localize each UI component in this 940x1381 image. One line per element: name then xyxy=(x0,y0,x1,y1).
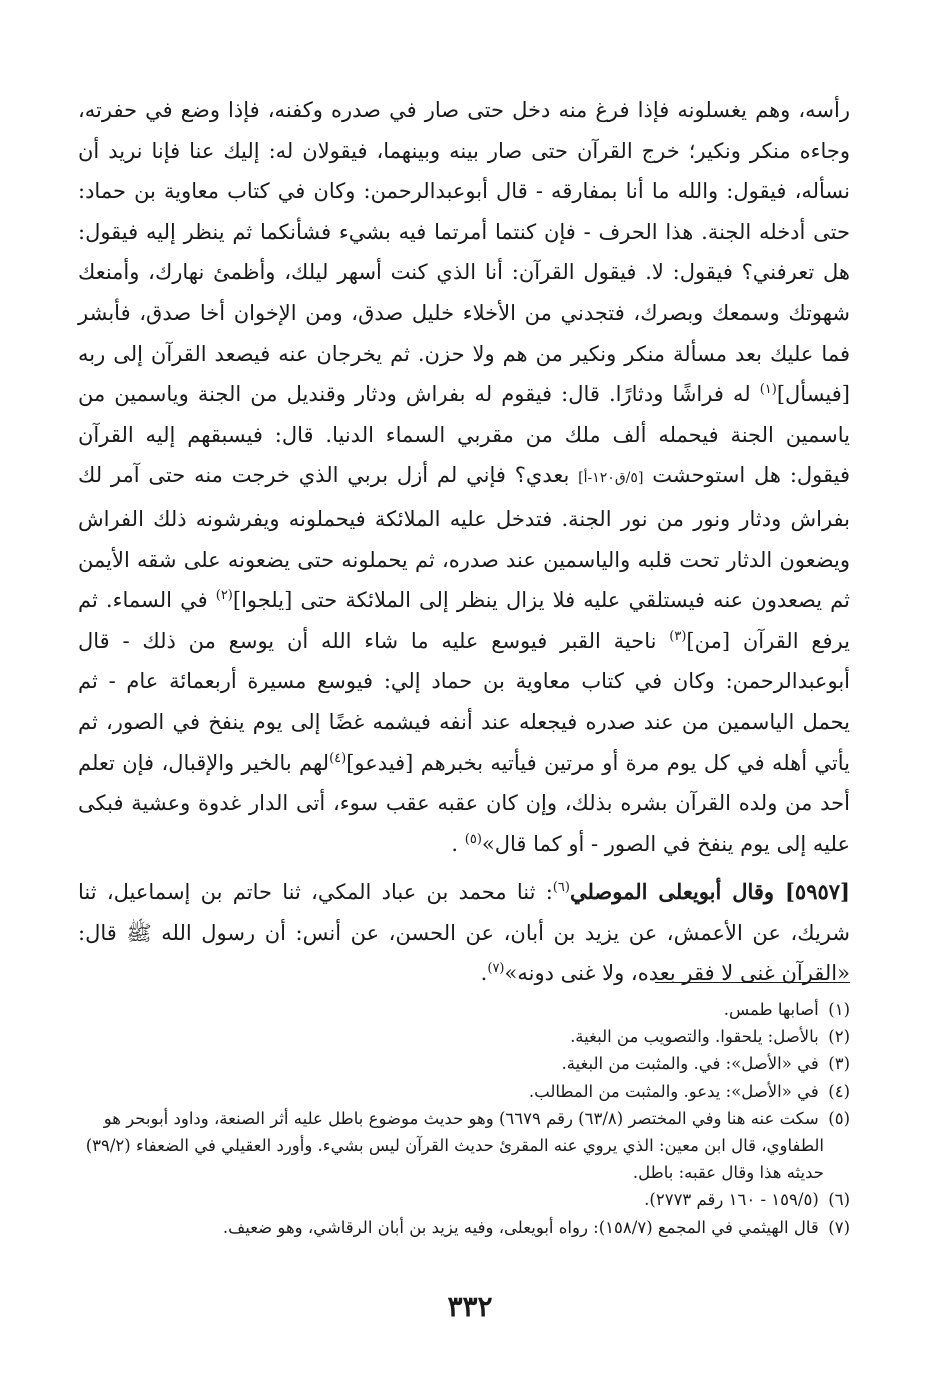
body-text: بعدي؟ فإني لم أزل بربي الذي خرجت منه حتى آمر لك بفراش ودثار ونور من نور الجنة. فتدخل عليه الملائكة فيحملونه ويفرشونه ذلك الفراش ويضعون الدثار تحت قلبه والياسمين عند صدره، ثم يحملونه حتى يضعونه على شقه الأيمن ثم يصعدون عنه فيستلقي عليه فلا يزال ينظر إلى الملائكة حتى [يلجوا] xyxy=(78,463,850,613)
footnote-item xyxy=(78,1186,850,1213)
footnote-number: (٢) xyxy=(828,1027,850,1047)
body-text: له فراشًا ودثارًا. قال: فيقوم له بفراش ودثار وقنديل من الجنة وياسمين من ياسمين الجنة فيحمله ألف ملك من مقربي السماء الدنيا. قال: فيسبقهم إليه القرآن فيقول: هل استوحشت xyxy=(78,382,850,488)
body-text: . xyxy=(451,831,465,856)
body-text: لهم بالخير والإقبال، فإن تعلم أحد من ولده القرآن بشره بذلك، وإن كان عقبه عقب سوء، أتى الدار غدوة وعشية فبكى عليه إلى يوم ينفخ في الصور - أو كما قال» xyxy=(78,750,850,856)
footnote-number: (٣) xyxy=(828,1054,850,1074)
body-text: في السماء. ثم يرفع القرآن [من] xyxy=(78,588,850,653)
footnote-ref-3: (٣) xyxy=(669,628,687,644)
footnote-ref-2: (٢) xyxy=(215,588,233,604)
footnote-number: (٥) xyxy=(828,1108,850,1128)
footnote-number: (٤) xyxy=(828,1081,850,1101)
manuscript-folio-ref: [٥/ق١٢٠-أ] xyxy=(578,470,644,487)
footnote-ref-1: (١) xyxy=(759,382,777,398)
footnote-ref-6: (٦) xyxy=(552,880,570,896)
footnote-text: في «الأصل»: في. والمثبت من البغية. xyxy=(561,1054,819,1074)
footnote-text: سكت عنه هنا وفي المختصر (٦٣/٨) رقم ٦٦٧٩) وهو حديث موضوع باطل عليه أثر الصنعة، وداود أبوبحر هو الطفاوي، قال ابن معين: الذي يروي عنه المقرئ حديث القرآن ليس بشيء. وأورد العقيلي في الضعفاء (٣٩/٢) حديثه هذا وقال عقبه: باطل. xyxy=(85,1108,824,1183)
hadith-number: [٥٩٥٧] xyxy=(784,879,850,905)
footnote-text: قال الهيثمي في المجمع (١٥٨/٧): رواه أبويعلى، وفيه يزيد بن أبان الرقاشي، وهو ضعيف. xyxy=(222,1217,819,1237)
body-text: ناحية القبر فيوسع عليه ما شاء الله أن يوسع من ذلك - قال أبوعبدالرحمن: وكان في كتاب معاوية بن حماد إلي: فيوسع مسيرة أربعمائة عام - ثم يحمل الياسمين من عند صدره فيجعله عند أنفه فيشمه غضًا إلى يوم ينفخ في الصور، ثم يأتي أهله في كل يوم مرة أو مرتين فيأتيه بخبرهم [فيدعو] xyxy=(78,628,851,775)
footnote-number: (١) xyxy=(828,1000,850,1019)
hadith-paragraph xyxy=(78,872,850,994)
footnote-item xyxy=(78,1050,850,1077)
footnote-separator xyxy=(655,982,850,983)
main-text xyxy=(78,90,850,994)
footnote-ref-7: (٧) xyxy=(487,961,505,977)
footnote-text: بالأصل: يلحقوا. والتصويب من البغية. xyxy=(570,1027,819,1047)
page-number: ٣٣٢ xyxy=(447,1290,493,1323)
footnotes-list xyxy=(78,996,850,1241)
footnote-text: (١٥٩/٥ - ١٦٠ رقم ٢٧٧٣). xyxy=(644,1190,819,1210)
footnote-item xyxy=(78,1078,850,1105)
hadith-text: : ثنا محمد بن عباد المكي، ثنا حاتم بن إسماعيل، ثنا شريك، عن الأعمش، عن يزيد بن أبان، عن الحسن، عن أنس: أن رسول الله ﷺ قال: «القرآن غنى لا فقر بعده، ولا غنى دونه» xyxy=(78,880,850,986)
footnote-item xyxy=(78,1105,850,1187)
body-text: رأسه، وهم يغسلونه فإذا فرغ منه دخل حتى صار في صدره وكفنه، فإذا وضع في حفرته، وجاءه منكر ونكير؛ خرج القرآن حتى صار بينه وبينهما، فيقولان له: إليك عنا فإنا نريد أن نسأله، فيقول: والله ما أنا بمفارقه - قال أبوعبدالرحمن: وكان في كتاب معاوية بن حماد: حتى أدخله الجنة. هذا الحرف - فإن كنتما أمرتما فيه بشيء فشأنكما ثم ينظر إليه فيقول: هل تعرفني؟ فيقول: لا. فيقول القرآن: أنا الذي كنت أسهر ليلك، وأظمئ نهارك، وأمنعك شهوتك وسمعك وبصرك، فتجدني من الأخلاء خليل صدق، ومن الإخوان أخا صدق، فأبشر فما عليك بعد مسألة منكر ونكير من هم ولا حزن. ثم يخرجان عنه فيصعد القرآن إلى ربه [فيسأل] xyxy=(78,98,851,407)
footnote-ref-5: (٥) xyxy=(464,831,482,847)
hadith-narrator: وقال أبويعلى الموصلي xyxy=(569,879,785,905)
body-paragraph xyxy=(78,90,850,864)
footnote-ref-4: (٤) xyxy=(329,750,347,766)
hadith-end: . xyxy=(480,961,488,986)
footnote-item xyxy=(78,996,850,1023)
footnote-number: (٧) xyxy=(828,1217,850,1237)
footnote-number: (٦) xyxy=(828,1190,850,1210)
footnote-item xyxy=(78,1023,850,1050)
footnote-text: أصابها طمس. xyxy=(723,1000,819,1019)
footnote-item xyxy=(78,1214,850,1241)
footnote-text: في «الأصل»: يدعو. والمثبت من المطالب. xyxy=(528,1081,819,1101)
